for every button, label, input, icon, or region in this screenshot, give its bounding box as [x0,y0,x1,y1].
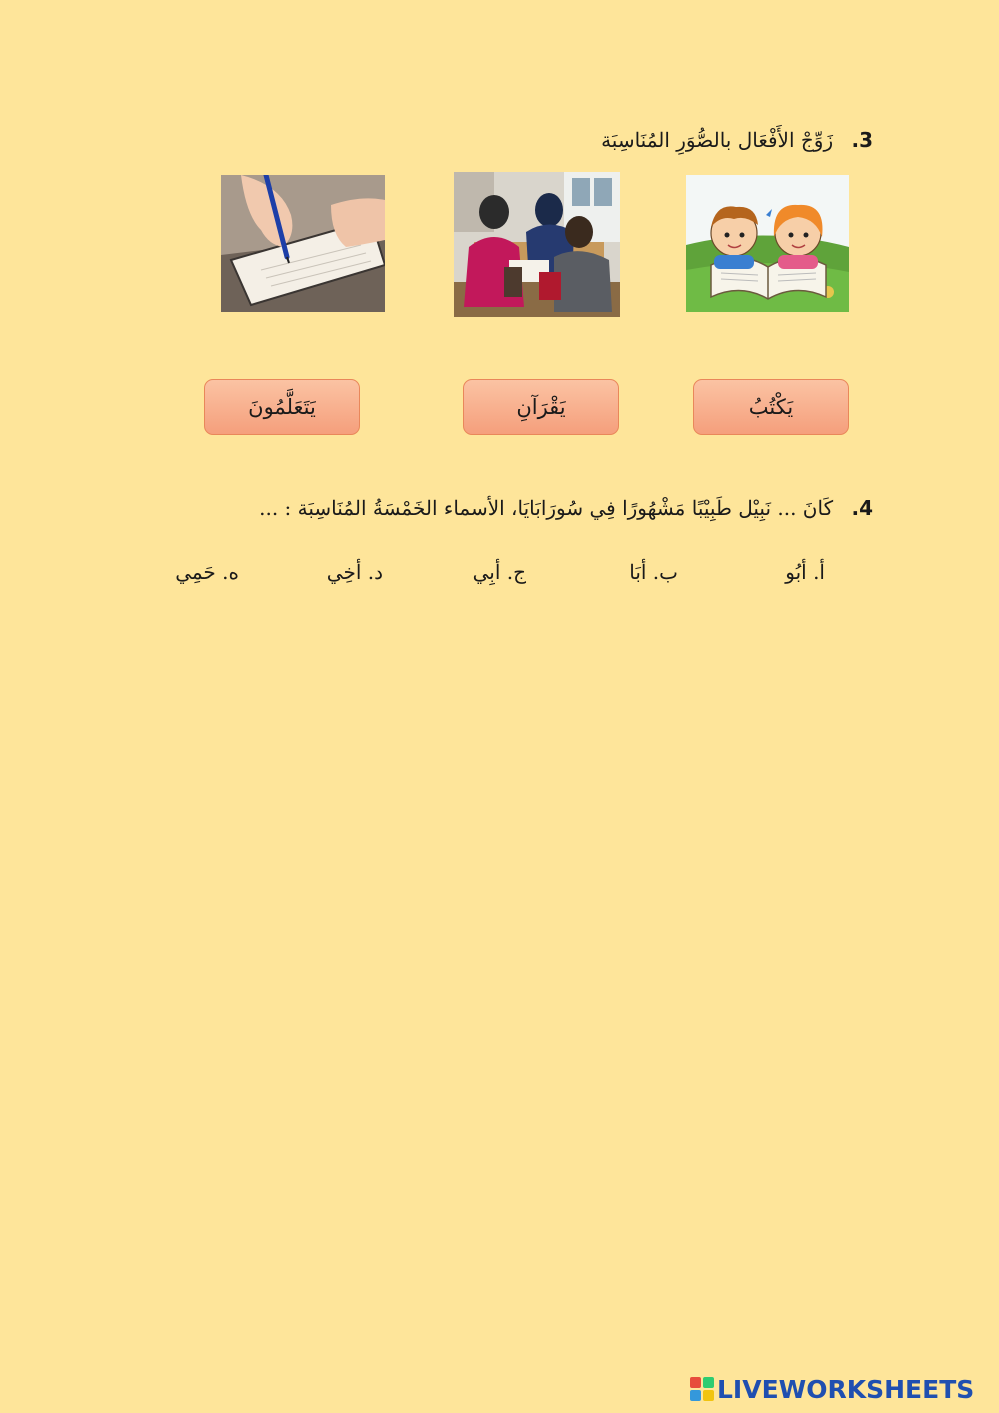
question-3-text: زَوِّجْ الأَفْعَال بالصُّوَرِ المُنَاسِبَة [601,128,834,152]
question-3 [601,128,873,152]
question-4 [259,496,873,520]
verb-label: يَتَعَلَّمُونَ [248,395,316,419]
liveworksheets-logo-icon [690,1377,714,1401]
liveworksheets-logo [690,1374,974,1404]
children-reading-image [686,175,849,312]
verb-button-yaktubu[interactable] [693,379,849,435]
verb-label: يَقْرَآنِ [516,395,566,419]
verb-button-yataallamuna[interactable] [204,379,360,435]
option-a[interactable]: أ. أبُو [785,560,825,584]
verb-button-yaqraani[interactable] [463,379,619,435]
hand-writing-image [221,175,385,312]
question-4-number: 4. [851,496,873,520]
question-4-text: كَانَ ... نَبِيْل طَبِيْبًا مَشْهُورًا فِي سُورَابَايَا، الأسماء الخَمْسَةُ المُنَاسِبَة : ... [259,496,834,520]
option-b[interactable]: ب. أبَا [629,560,678,584]
option-e[interactable]: ه. حَمِي [175,560,239,584]
students-studying-image [454,172,620,317]
verb-label: يَكْتُبُ [748,395,794,419]
question-3-number: 3. [851,128,873,152]
option-c[interactable]: ج. أبِي [472,560,526,584]
liveworksheets-logo-text: LIVEWORKSHEETS [717,1374,975,1404]
option-d[interactable]: د. أخِي [326,560,383,584]
